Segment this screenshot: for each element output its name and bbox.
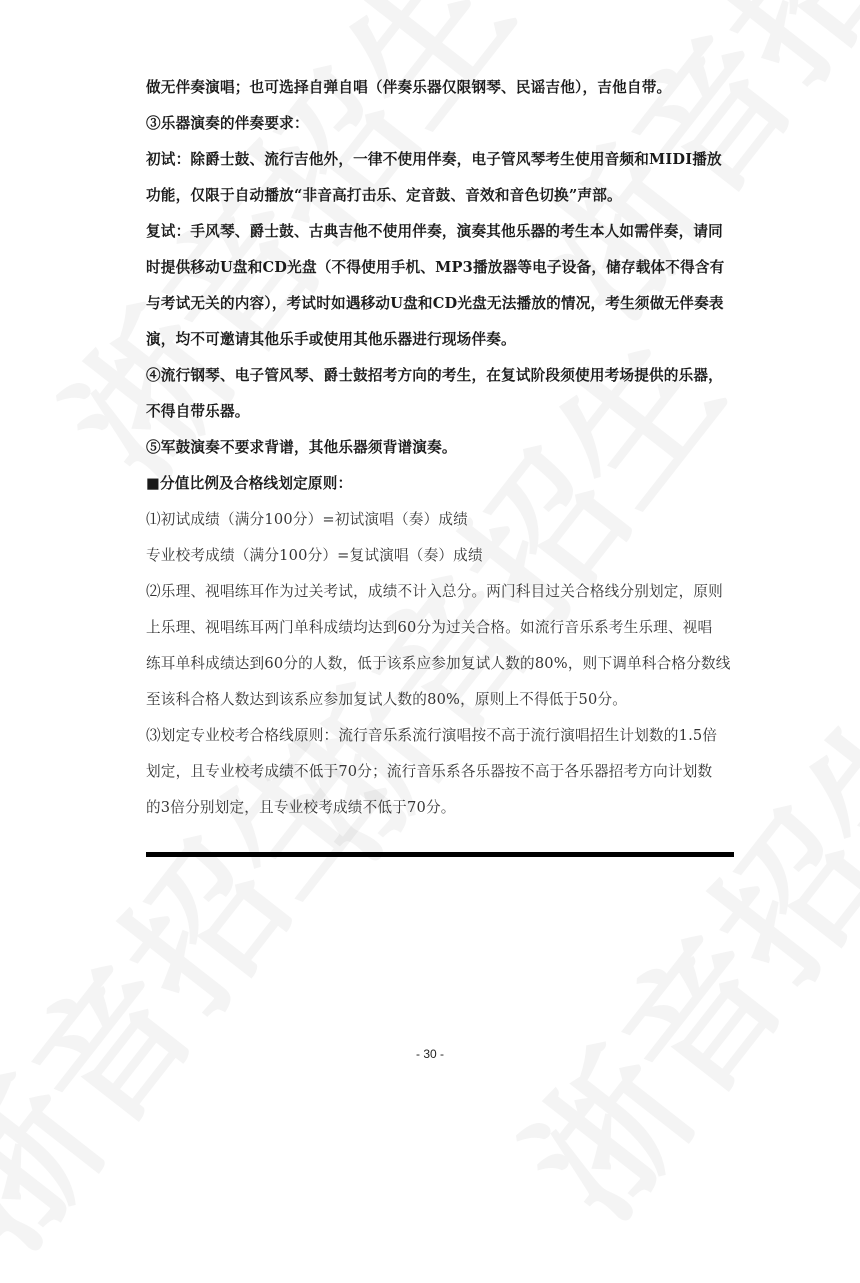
paragraph-line: 划定，且专业校考成绩不低于70分；流行音乐系各乐器按不高于各乐器招考方向计划数 [146,763,713,780]
paragraph-line: 演，均不可邀请其他乐手或使用其他乐器进行现场伴奏。 [146,331,516,348]
section-heading: ■分值比例及合格线划定原则： [146,475,353,492]
paragraph-line: 专业校考成绩（满分100分）=复试演唱（奏）成绩 [146,547,483,564]
paragraph-line: 复试：手风琴、爵士鼓、古典吉他不使用伴奏，演奏其他乐器的考生本人如需伴奏，请同 [146,223,723,240]
paragraph-line: 与考试无关的内容），考试时如遇移动U盘和CD光盘无法播放的情况，考生须做无伴奏表 [146,295,724,312]
paragraph-line: ⑤军鼓演奏不要求背谱，其他乐器须背谱演奏。 [146,439,457,456]
paragraph-line: ⑴初试成绩（满分100分）=初试演唱（奏）成绩 [146,511,468,528]
document-body [146,70,736,826]
page-number: - 30 - [415,1047,444,1061]
paragraph-line: 上乐理、视唱练耳两门单科成绩均达到60分为过关合格。如流行音乐系考生乐理、视唱 [146,619,713,636]
paragraph-line: ⑵乐理、视唱练耳作为过关考试，成绩不计入总分。两门科目过关合格线分别划定，原则 [146,583,723,600]
horizontal-divider [146,852,734,857]
paragraph-line: 的3倍分别划定，且专业校考成绩不低于70分。 [146,799,456,816]
paragraph-line: 初试：除爵士鼓、流行吉他外，一律不使用伴奏，电子管风琴考生使用音频和MIDI播放 [146,151,722,168]
section-heading: ③乐器演奏的伴奏要求： [146,115,309,132]
paragraph-line: ④流行钢琴、电子管风琴、爵士鼓招考方向的考生，在复试阶段须使用考场提供的乐器， [146,367,723,384]
paragraph-line: 至该科合格人数达到该系应参加复试人数的80%，原则上不得低于50分。 [146,691,628,708]
paragraph-line: 时提供移动U盘和CD光盘（不得使用手机、MP3播放器等电子设备，储存载体不得含有 [146,259,725,276]
paragraph-line: ⑶划定专业校考合格线原则：流行音乐系流行演唱按不高于流行演唱招生计划数的1.5倍 [146,727,718,744]
paragraph-line: 做无伴奏演唱；也可选择自弹自唱（伴奏乐器仅限钢琴、民谣吉他），吉他自带。 [146,79,672,96]
paragraph-line: 练耳单科成绩达到60分的人数，低于该系应参加复试人数的80%，则下调单科合格分数线 [146,655,731,672]
paragraph-line: 不得自带乐器。 [146,403,250,420]
paragraph-line: 功能，仅限于自动播放“非音高打击乐、定音鼓、音效和音色切换”声部。 [146,187,622,204]
